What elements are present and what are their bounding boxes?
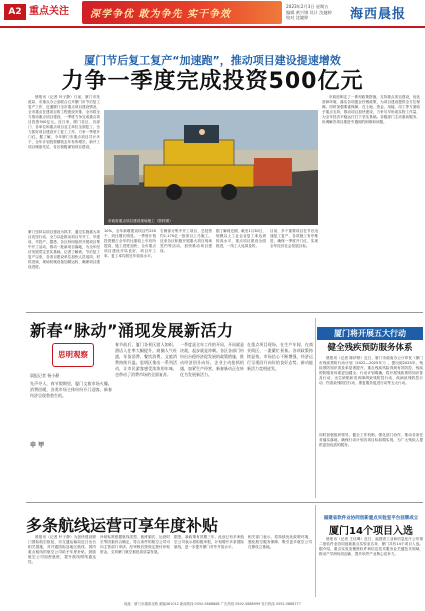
header-divider bbox=[0, 26, 425, 28]
health-body: 晨报讯（记者 陈伊婷）近日，厦门市政府办公厅印发《厦门市残疾预防行动计划（2022—2025年）》，提出到2025年，残疾预防知识普及率显著提升，重点残疾风险得到有效防控，残疾预防服务体系更加健全。行动计划明确，将开展残疾预防知识普及行动、出生缺陷和发育障碍致残防控行动、疾病致残防控行动、伤害致残防控行动、康复服务促进行动等五大行动。 bbox=[319, 356, 423, 385]
flight-headline: 多条航线运营可享年度补贴 bbox=[26, 516, 219, 535]
middle-bottom-rule bbox=[26, 502, 423, 503]
lead-bottom-col-1: 10%，全年新增建设项目约250个，同比增长明显。一季度计划投资额占全年的比重较上年有所提高，施工进度加快，全市重点项目建设开局良好，项目开工率、复工率均居近年较高水平。 bbox=[104, 229, 156, 258]
column-divider bbox=[315, 318, 316, 498]
issue-date: 2023年2月3日 星期五 bbox=[286, 4, 329, 9]
project-kicker: 福建省软件业协同创新重点实验室平台挂牌成立 bbox=[323, 516, 419, 521]
page-footer: 地址：厦门市湖滨北路 邮编361012 新闻热线 0592-5888888 广告热线 0592-5888999 发行热线 0592-5888777 bbox=[124, 602, 301, 606]
construction-photo bbox=[104, 110, 318, 225]
lead-subheadline: 厦门节后复工复产“加速跑”，推动项目建设提速增效 bbox=[84, 54, 341, 67]
section-title: 重点关注 bbox=[29, 6, 69, 17]
spring-signature: 申 甲 bbox=[30, 442, 45, 449]
editor-credit: 编辑 黄兴锦 设计 沈婕婷 bbox=[286, 9, 332, 15]
health-body-2: 同时加强组织领导，健全工作机制，强化部门协作，推动各项任务落实落地，确保行动计划各项目标如期实现，为广大残疾人提供更加优质的服务。 bbox=[319, 433, 423, 447]
spring-author: 晨报记者 杨小静 bbox=[30, 373, 60, 378]
page-number: A2 bbox=[4, 4, 26, 20]
column-logo: 思明观察 bbox=[52, 343, 94, 367]
dateline bbox=[286, 4, 332, 21]
flight-col-2: 补贴标准根据航线类型、航班频次、运营时长等因素综合确定，符合条件的航空公司可向主管部门申请，经审核后按规定拨付补贴资金，支持厦门航空枢纽高质量发展。 bbox=[100, 535, 170, 554]
spring-col-b: 一季度是全年工作的开局，开局就是决战，起步就是冲刺。各区各部门纷纷出台稳经济促发展的政策措施，推动经济回升向好。企业主动抢抓机遇，加紧生产经营，新春脉动正在转化为发展新活力。 bbox=[180, 342, 244, 377]
masthead-bar bbox=[0, 0, 425, 26]
health-kicker: 厦门将开展五大行动 bbox=[317, 327, 423, 340]
proof-credit: 校对 沈婕婷 bbox=[286, 15, 309, 20]
lead-bottom-col-3: 据了解到近期，截至1月30日，规模以上工业企业复工率达到较高水平，重点项目建设全面推进，一线工人返岗及时。 bbox=[216, 229, 266, 248]
flight-col-1: 晨报讯（记者 叶子静）为加快建设厦门国际航空枢纽，市交通运输局近日出台相关措施，对开通国际及地区航线、国内重点航线的航空公司给予年度补贴，鼓励航空公司加密航班，提升航线网络通达性。 bbox=[28, 535, 96, 564]
spring-col-c: 在重点项目现场、在生产车间、在商业街区，一派繁忙景象。各项政策持续显效，市场信心不断增强，经济运行呈现回升向好的良好态势，新动能新活力竞相迸发。 bbox=[247, 342, 313, 371]
project-body: 晨报讯（记者 王佳琳）近日，福建省工业和信息化厅公布第二批软件业协同创新重点实验室名单，厦门共有14个项目入选。据介绍，重点实验室聚焦软件和信息技术服务业关键技术领域，推动产学研协同创新，提升软件产业核心竞争力。 bbox=[319, 537, 423, 556]
lead-column-1: 晨报讯（记者 叶子静）日前，厦门市发改局、市重点办公室联合召开厦门市节后复工复产工作，近通厦门全市重点项目建设情况，全市重点在建项目的工程建设安排，全市将全力推动重点项目建设，一季度力争完成重点项目投资500亿元。近日来，厦门各区、各部门、各单位和重点项目业主单位全面复工，全力抓好项目建设开工复工工作，力争一季度开门红。据了解，今年厦门市重点项目共计多个，全年计划投资额较去年有所增长，新开工项目储备充足，各区积极谋划项目建设。 bbox=[28, 95, 100, 149]
paver-illustration bbox=[104, 110, 318, 225]
lead-headline: 力争一季度完成投资500亿元 bbox=[61, 69, 364, 94]
photo-caption: 市政府重点项目建设现场施工（资料图） bbox=[108, 219, 173, 223]
project-headline: 厦门14个项目入选 bbox=[329, 526, 413, 537]
bottom-column-divider bbox=[315, 505, 316, 597]
lead-column-2: 厦门坚持以项目建设为抓手，通过实施重大项目攻坚行动，全力以赴推动项目早开工、早建设、早投产。据悉，各区纷纷组织开展项目集中开工活动，推动一批新项目落地，为全年经济发展奠定坚实基础。记者了解到，节后复工复产以来，各项目建设单位加快人员返岗、材料进场，现场机械设备加紧运转，确保项目建设进度。 bbox=[28, 230, 100, 269]
flight-col-4: 相关部门表示，将持续优化政策环境，强化航空服务保障，吸引更多航空公司在厦设立基地。 bbox=[248, 535, 312, 549]
slogan-banner bbox=[82, 1, 282, 24]
spring-intro: 先声夺人，春节假期里，厦门文旅市场火爆，消费回暖，各类市场主体纷纷开门迎客，新春经济呈现勃勃生机。 bbox=[30, 381, 112, 398]
lead-bottom-col-2: 右侧部分集中开工项目、总投资约1,170亿一批项目上马施工。近来各区积极开展重大项目现场签约等活动，加快推动项目建设。 bbox=[160, 229, 212, 253]
spring-headline: 新春“脉动”涌现发展新活力 bbox=[30, 321, 234, 340]
newspaper-logo: 海西晨报 bbox=[350, 7, 407, 22]
flight-col-3: 据悉，新政策有效期三年，此前已有多家航空公司表示将积极申报，计划增开多条国际航线，进一步提升厦门对外开放水平。 bbox=[174, 535, 244, 549]
lead-bottom-col-4: 目前，多个重要项目在节后迅速复工复产，各项施工有序推进，确保一季度开门红，实现全年经济社会发展目标。 bbox=[270, 229, 318, 248]
spring-col-a: 春节前后，厦门各景区游人如织，酒店入住率大幅提升，商圈人气旺盛，年货消费、餐饮消费、文旅消费持续升温。思明区推出一系列活动，让市民游客感受浓浓的年味，也带动了消费市场的全面复苏。 bbox=[115, 342, 177, 377]
health-headline: 健全残疾预防服务体系 bbox=[327, 343, 413, 353]
lead-bottom-rule bbox=[26, 312, 423, 313]
slogan-text: 深学争优 敢为争先 实干争效 bbox=[90, 9, 231, 20]
lead-column-4: 市政府制定了一系列政策措施，支持重点项目建设，优化营商环境，落实各项惠企纾困政策，为项目建设提供全方位保障。同时加强要素保障，在土地、资金、用能、用工等方面给予重点支持，推动项目加快建设，力争尽早形成实物工作量，为全年经济平稳运行打下坚实基础。各级部门主动靠前服务，协调解决项目推进中遇到的困难和问题。 bbox=[322, 95, 420, 124]
